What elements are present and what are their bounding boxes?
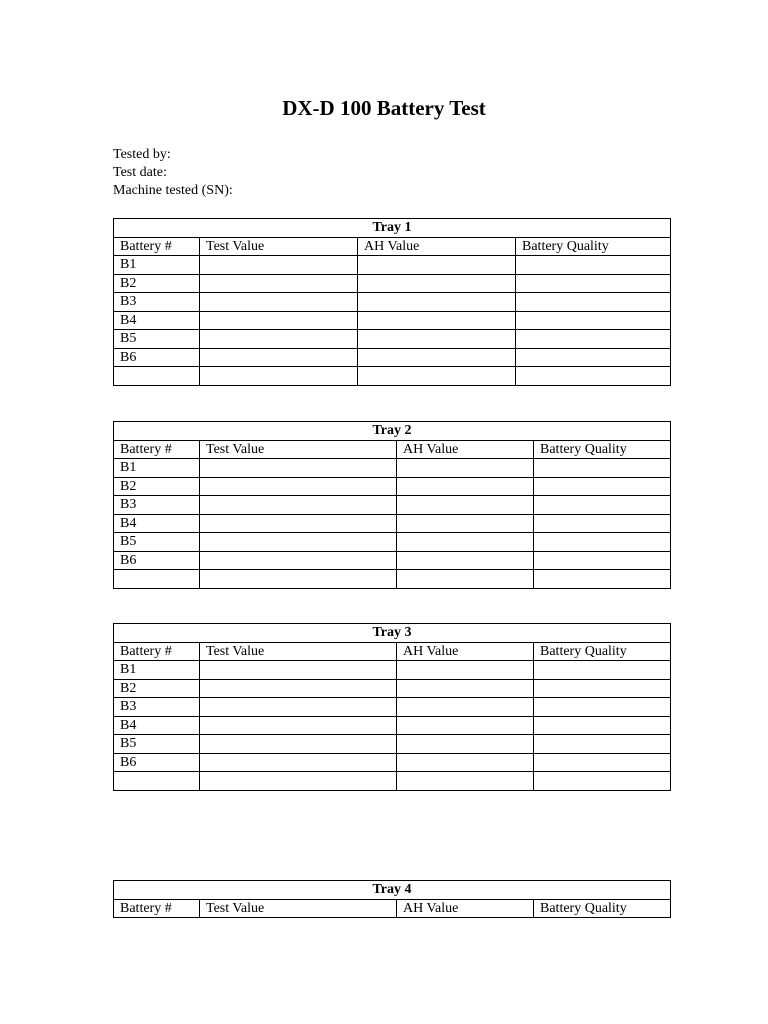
battery-id-cell: B2 bbox=[114, 679, 200, 698]
ah-value-cell[interactable] bbox=[358, 274, 516, 293]
battery-id-cell: B4 bbox=[114, 514, 200, 533]
tray-title-row bbox=[114, 422, 671, 441]
test-value-cell[interactable] bbox=[200, 477, 397, 496]
battery-id-cell: B1 bbox=[114, 459, 200, 478]
ah-value-cell[interactable] bbox=[397, 459, 534, 478]
table-row bbox=[114, 661, 671, 680]
test-value-cell[interactable] bbox=[200, 256, 358, 275]
table-row bbox=[114, 367, 671, 386]
table-row bbox=[114, 496, 671, 515]
table-row bbox=[114, 477, 671, 496]
column-header: Battery # bbox=[114, 642, 200, 661]
test-value-cell[interactable] bbox=[200, 330, 358, 349]
table-row bbox=[114, 716, 671, 735]
tested-by-label: Tested by: bbox=[113, 147, 171, 162]
column-header: Battery # bbox=[114, 440, 200, 459]
ah-value-cell[interactable] bbox=[397, 661, 534, 680]
ah-value-cell[interactable] bbox=[358, 367, 516, 386]
battery-quality-cell[interactable] bbox=[534, 570, 671, 589]
ah-value-cell[interactable] bbox=[397, 570, 534, 589]
column-header: Test Value bbox=[200, 642, 397, 661]
tray-title-row bbox=[114, 219, 671, 238]
battery-id-cell: B4 bbox=[114, 311, 200, 330]
test-value-cell[interactable] bbox=[200, 698, 397, 717]
battery-id-cell bbox=[114, 772, 200, 791]
battery-id-cell: B3 bbox=[114, 293, 200, 312]
battery-id-cell: B1 bbox=[114, 256, 200, 275]
battery-quality-cell[interactable] bbox=[534, 661, 671, 680]
battery-quality-cell[interactable] bbox=[516, 293, 671, 312]
column-header: Battery # bbox=[114, 237, 200, 256]
tray-2-table bbox=[113, 421, 671, 589]
battery-quality-cell[interactable] bbox=[534, 496, 671, 515]
column-header: Battery Quality bbox=[516, 237, 671, 256]
column-header-row bbox=[114, 237, 671, 256]
tray-title: Tray 2 bbox=[114, 422, 671, 441]
battery-quality-cell[interactable] bbox=[516, 330, 671, 349]
battery-quality-cell[interactable] bbox=[516, 367, 671, 386]
ah-value-cell[interactable] bbox=[397, 551, 534, 570]
tray-3-table bbox=[113, 623, 671, 791]
battery-id-cell: B5 bbox=[114, 330, 200, 349]
ah-value-cell[interactable] bbox=[358, 311, 516, 330]
battery-id-cell: B2 bbox=[114, 477, 200, 496]
battery-quality-cell[interactable] bbox=[516, 348, 671, 367]
battery-quality-cell[interactable] bbox=[534, 514, 671, 533]
table-row bbox=[114, 753, 671, 772]
battery-id-cell bbox=[114, 570, 200, 589]
test-value-cell[interactable] bbox=[200, 311, 358, 330]
battery-id-cell: B6 bbox=[114, 753, 200, 772]
table-row bbox=[114, 772, 671, 791]
table-row bbox=[114, 311, 671, 330]
column-header-row bbox=[114, 440, 671, 459]
tray-title: Tray 4 bbox=[114, 881, 671, 900]
battery-quality-cell[interactable] bbox=[516, 256, 671, 275]
ah-value-cell[interactable] bbox=[397, 716, 534, 735]
test-value-cell[interactable] bbox=[200, 496, 397, 515]
table-row bbox=[114, 514, 671, 533]
ah-value-cell[interactable] bbox=[397, 772, 534, 791]
battery-id-cell: B3 bbox=[114, 698, 200, 717]
battery-id-cell: B1 bbox=[114, 661, 200, 680]
battery-quality-cell[interactable] bbox=[534, 753, 671, 772]
ah-value-cell[interactable] bbox=[358, 256, 516, 275]
tray-1-table bbox=[113, 218, 671, 386]
table-row bbox=[114, 679, 671, 698]
tray-title-row bbox=[114, 624, 671, 643]
test-value-cell[interactable] bbox=[200, 514, 397, 533]
column-header: Battery # bbox=[114, 899, 200, 918]
ah-value-cell[interactable] bbox=[397, 735, 534, 754]
test-value-cell[interactable] bbox=[200, 551, 397, 570]
test-value-cell[interactable] bbox=[200, 679, 397, 698]
ah-value-cell[interactable] bbox=[397, 533, 534, 552]
column-header: Test Value bbox=[200, 237, 358, 256]
column-header: Battery Quality bbox=[534, 642, 671, 661]
table-row bbox=[114, 570, 671, 589]
battery-quality-cell[interactable] bbox=[534, 551, 671, 570]
table-row bbox=[114, 735, 671, 754]
table-row bbox=[114, 551, 671, 570]
battery-quality-cell[interactable] bbox=[534, 533, 671, 552]
table-row bbox=[114, 330, 671, 349]
battery-id-cell: B6 bbox=[114, 348, 200, 367]
ah-value-cell[interactable] bbox=[358, 293, 516, 312]
test-value-cell[interactable] bbox=[200, 533, 397, 552]
column-header: Battery Quality bbox=[534, 899, 671, 918]
table-row bbox=[114, 256, 671, 275]
test-value-cell[interactable] bbox=[200, 459, 397, 478]
test-value-cell[interactable] bbox=[200, 735, 397, 754]
table-row bbox=[114, 533, 671, 552]
test-value-cell[interactable] bbox=[200, 661, 397, 680]
ah-value-cell[interactable] bbox=[397, 514, 534, 533]
test-date-label: Test date: bbox=[113, 165, 167, 180]
machine-tested-label: Machine tested (SN): bbox=[113, 183, 233, 198]
test-value-cell[interactable] bbox=[200, 570, 397, 589]
battery-quality-cell[interactable] bbox=[534, 698, 671, 717]
column-header: AH Value bbox=[397, 642, 534, 661]
test-value-cell[interactable] bbox=[200, 716, 397, 735]
battery-id-cell: B6 bbox=[114, 551, 200, 570]
battery-id-cell: B5 bbox=[114, 735, 200, 754]
battery-quality-cell[interactable] bbox=[534, 679, 671, 698]
battery-quality-cell[interactable] bbox=[534, 716, 671, 735]
tray-title: Tray 1 bbox=[114, 219, 671, 238]
test-value-cell[interactable] bbox=[200, 274, 358, 293]
ah-value-cell[interactable] bbox=[358, 330, 516, 349]
table-row bbox=[114, 698, 671, 717]
tray-title-row bbox=[114, 881, 671, 900]
test-value-cell[interactable] bbox=[200, 772, 397, 791]
column-header: AH Value bbox=[397, 899, 534, 918]
ah-value-cell[interactable] bbox=[397, 753, 534, 772]
battery-id-cell bbox=[114, 367, 200, 386]
battery-id-cell: B2 bbox=[114, 274, 200, 293]
table-row bbox=[114, 274, 671, 293]
column-header: Test Value bbox=[200, 899, 397, 918]
battery-quality-cell[interactable] bbox=[516, 311, 671, 330]
tray-4-table bbox=[113, 880, 671, 918]
test-value-cell[interactable] bbox=[200, 348, 358, 367]
column-header-row bbox=[114, 642, 671, 661]
column-header: Battery Quality bbox=[534, 440, 671, 459]
test-value-cell[interactable] bbox=[200, 367, 358, 386]
battery-quality-cell[interactable] bbox=[534, 772, 671, 791]
battery-quality-cell[interactable] bbox=[516, 274, 671, 293]
battery-id-cell: B3 bbox=[114, 496, 200, 515]
battery-quality-cell[interactable] bbox=[534, 477, 671, 496]
table-row bbox=[114, 293, 671, 312]
column-header: AH Value bbox=[358, 237, 516, 256]
tray-title: Tray 3 bbox=[114, 624, 671, 643]
table-row bbox=[114, 348, 671, 367]
test-value-cell[interactable] bbox=[200, 753, 397, 772]
battery-quality-cell[interactable] bbox=[534, 459, 671, 478]
ah-value-cell[interactable] bbox=[358, 348, 516, 367]
document-title: DX-D 100 Battery Test bbox=[282, 96, 486, 120]
column-header-row bbox=[114, 899, 671, 918]
test-value-cell[interactable] bbox=[200, 293, 358, 312]
battery-quality-cell[interactable] bbox=[534, 735, 671, 754]
table-row bbox=[114, 459, 671, 478]
ah-value-cell[interactable] bbox=[397, 698, 534, 717]
battery-id-cell: B5 bbox=[114, 533, 200, 552]
column-header: Test Value bbox=[200, 440, 397, 459]
test-info-fields bbox=[113, 146, 233, 200]
ah-value-cell[interactable] bbox=[397, 496, 534, 515]
ah-value-cell[interactable] bbox=[397, 477, 534, 496]
ah-value-cell[interactable] bbox=[397, 679, 534, 698]
battery-id-cell: B4 bbox=[114, 716, 200, 735]
column-header: AH Value bbox=[397, 440, 534, 459]
